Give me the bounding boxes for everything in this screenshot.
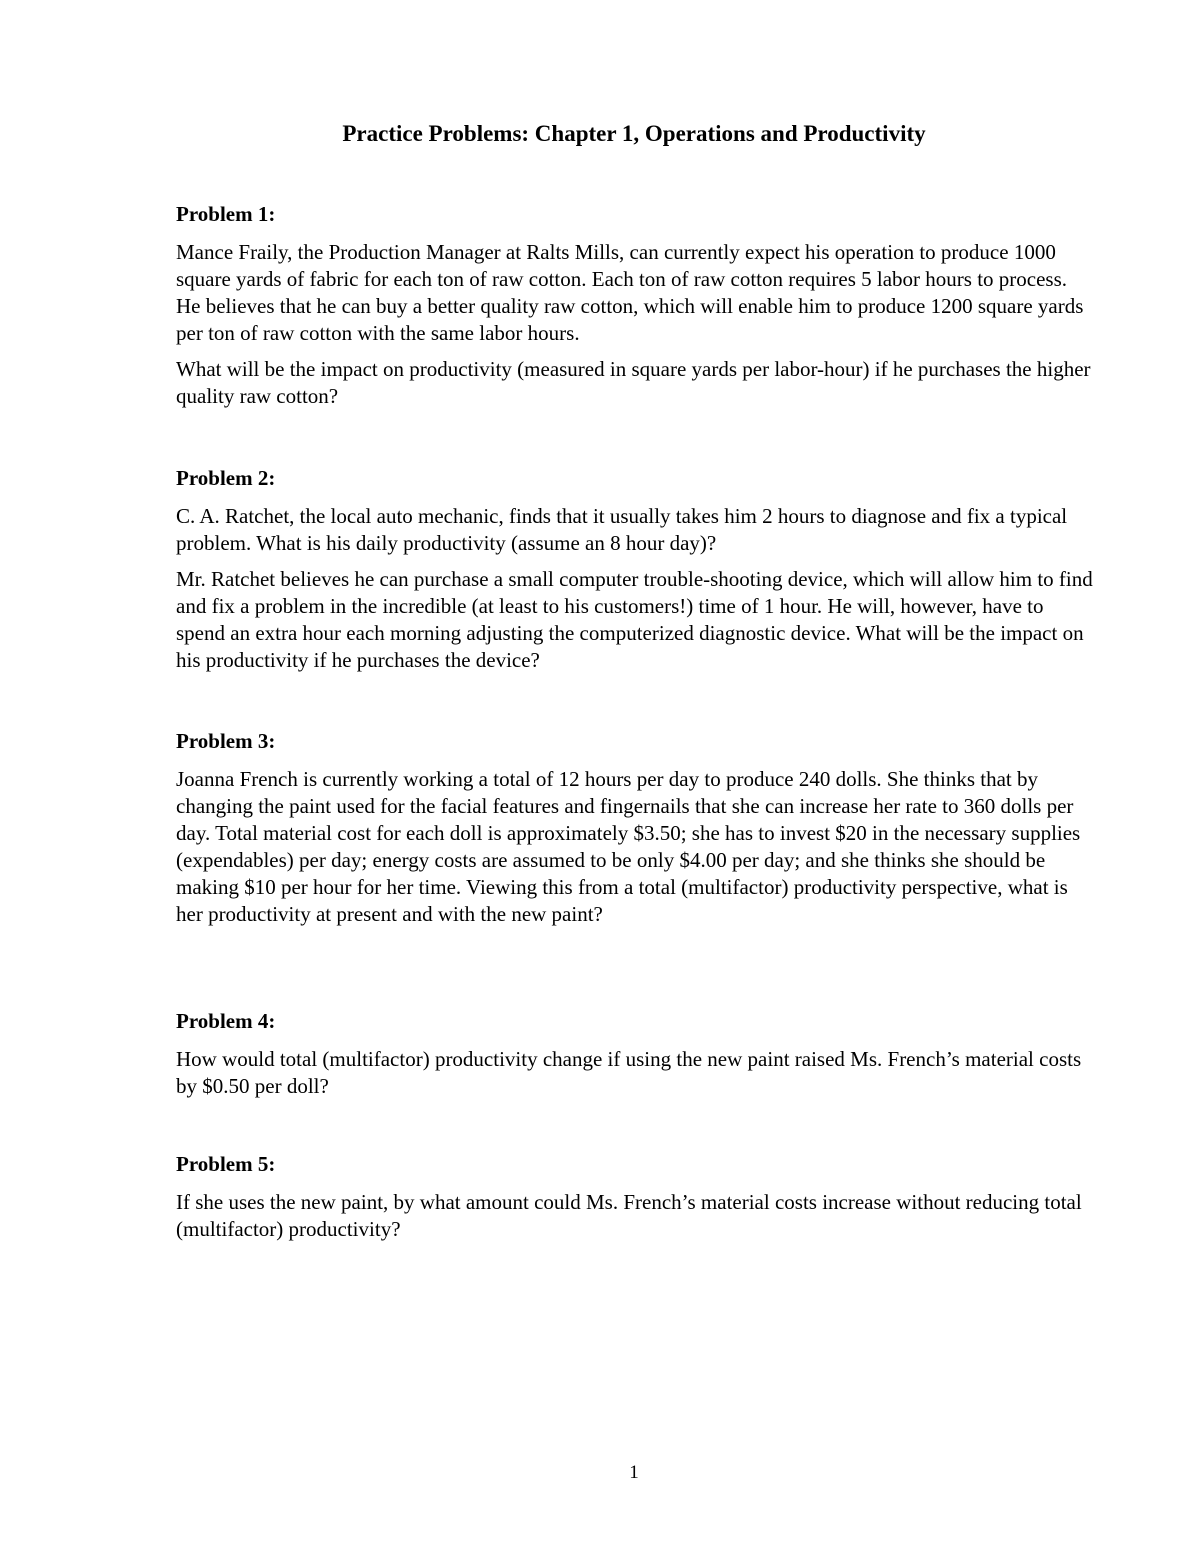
problem-4 (176, 1008, 1096, 1109)
problem-1 (176, 201, 1096, 419)
problem-paragraph: C. A. Ratchet, the local auto mechanic, finds that it usually takes him 2 hours to diagnose and fix a typical problem. What is his daily productivity (assume an 8 hour day)? (176, 504, 1068, 555)
problem-heading: Problem 1: (176, 202, 276, 226)
problem-paragraph: Joanna French is currently working a total of 12 hours per day to produce 240 dolls. She thinks that by changing the paint used for the facial features and fingernails that she can increase her rate to 360 dolls per day. Total material cost for each doll is approximately $3.50; she has to invest $20 in the necessary supplies (expendables) per day; energy costs are assumed to be only $4.00 per day; and she thinks she should be making $10 per hour for her time. Viewing this from a total (multifactor) productivity perspective, what is her productivity at present and with the new paint? (176, 767, 1081, 926)
page-number: 1 (629, 1462, 639, 1483)
problem-paragraph: Mr. Ratchet believes he can purchase a small computer trouble-shooting device, which will allow him to find and fix a problem in the incredible (at least to his customers!) time of 1 hour. He will, however, have to spend an extra hour each morning adjusting the computerized diagnostic device. What will be the impact on his productivity if he purchases the device? (176, 567, 1093, 672)
problem-heading: Problem 5: (176, 1152, 276, 1176)
problem-paragraph: Mance Fraily, the Production Manager at Ralts Mills, can currently expect his operation to produce 1000 square yards of fabric for each ton of raw cotton. Each ton of raw cotton requires 5 labor hours to process. He believes that he can buy a better quality raw cotton, which will enable him to produce 1200 square yards per ton of raw cotton with the same labor hours. (176, 240, 1084, 345)
problem-2 (176, 465, 1096, 683)
problem-heading: Problem 4: (176, 1009, 276, 1033)
problem-heading: Problem 3: (176, 729, 276, 753)
problem-paragraph: How would total (multifactor) productivity change if using the new paint raised Ms. French’s material costs by $0.50 per doll? (176, 1047, 1082, 1098)
problem-paragraph: If she uses the new paint, by what amount could Ms. French’s material costs increase without reducing total (multifactor) productivity? (176, 1190, 1082, 1241)
problem-paragraph: What will be the impact on productivity (measured in square yards per labor-hour) if he purchases the higher quality raw cotton? (176, 357, 1091, 408)
problem-3 (176, 728, 1096, 937)
problem-5 (176, 1151, 1096, 1252)
problem-heading: Problem 2: (176, 466, 276, 490)
document-title: Practice Problems: Chapter 1, Operations and Productivity (342, 121, 926, 146)
